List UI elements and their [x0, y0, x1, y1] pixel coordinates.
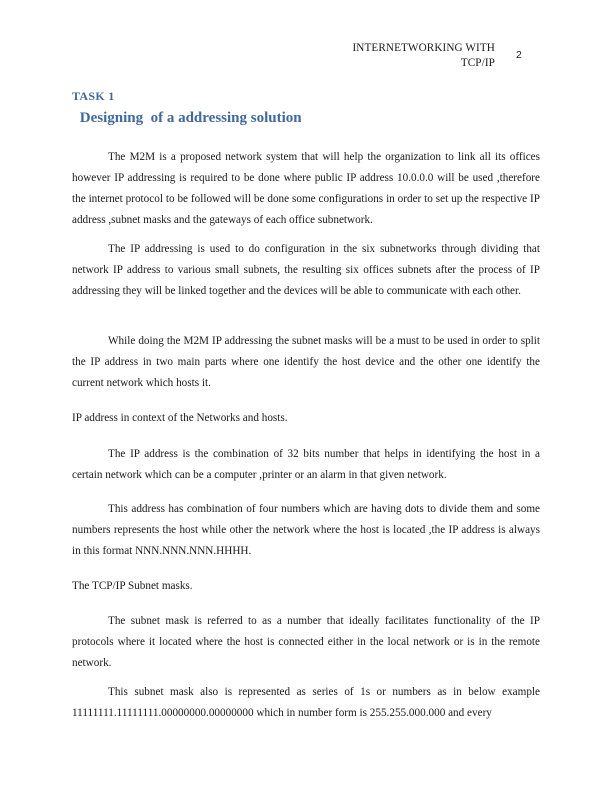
running-head: [275, 41, 495, 70]
paragraph-3: [72, 331, 540, 394]
page-number: 2: [516, 49, 522, 61]
paragraph-7: [72, 682, 540, 724]
subheading-text: The TCP/IP Subnet masks.: [72, 580, 193, 592]
paragraph-4: [72, 444, 540, 486]
paragraph-text: The M2M is a proposed network system that will help the organization to link all its offices however IP addressing is required to be done where public IP address 10.0.0.0 will be used ,therefore the internet protocol to be followed will be done some configurations in order to set up the respective IP address ,subnet masks and the gateways of each office subnetwork.: [72, 151, 540, 226]
paragraph-5: [72, 499, 540, 562]
paragraph-text: This subnet mask also is represented as series of 1s or numbers as in below example 11111111.11111111.00000000.00000000 which in number form is 255.255.000.000 and every: [72, 686, 540, 719]
paragraph-text: This address has combination of four numbers which are having dots to divide them and some numbers represents the host while other the network where the host is located ,the IP address is always in this format NNN.NNN.NNN.HHHH.: [72, 503, 540, 557]
task-label: TASK 1: [72, 89, 115, 103]
subheading-subnet-masks: [72, 576, 540, 597]
paragraph-text: The IP address is the combination of 32 bits number that helps in identifying the host in a certain network which can be a computer ,printer or an alarm in that given network.: [72, 448, 540, 481]
subheading-ip-address: [72, 408, 540, 429]
subheading-text: IP address in context of the Networks and hosts.: [72, 412, 288, 424]
section-title: Designing of a addressing solution: [76, 110, 302, 126]
paragraph-2: [72, 239, 540, 302]
paragraph-text: While doing the M2M IP addressing the subnet masks will be a must to be used in order to split the IP address in two main parts where one identify the host device and the other one identify the current network which hosts it.: [72, 335, 540, 389]
paragraph-text: The IP addressing is used to do configuration in the six subnetworks through dividing that network IP address to various small subnets, the resulting six offices subnets after the process of IP addressing they will be linked together and the devices will be able to communicate with each other.: [72, 243, 540, 297]
running-head-line-2: TCP/IP: [460, 56, 495, 69]
running-head-line-1: INTERNETWORKING WITH: [352, 42, 495, 54]
paragraph-1: [72, 147, 540, 231]
paragraph-6: [72, 611, 540, 674]
paragraph-text: The subnet mask is referred to as a number that ideally facilitates functionality of the IP protocols where it located where the host is connected either in the local network or is in the remote network.: [72, 615, 540, 669]
